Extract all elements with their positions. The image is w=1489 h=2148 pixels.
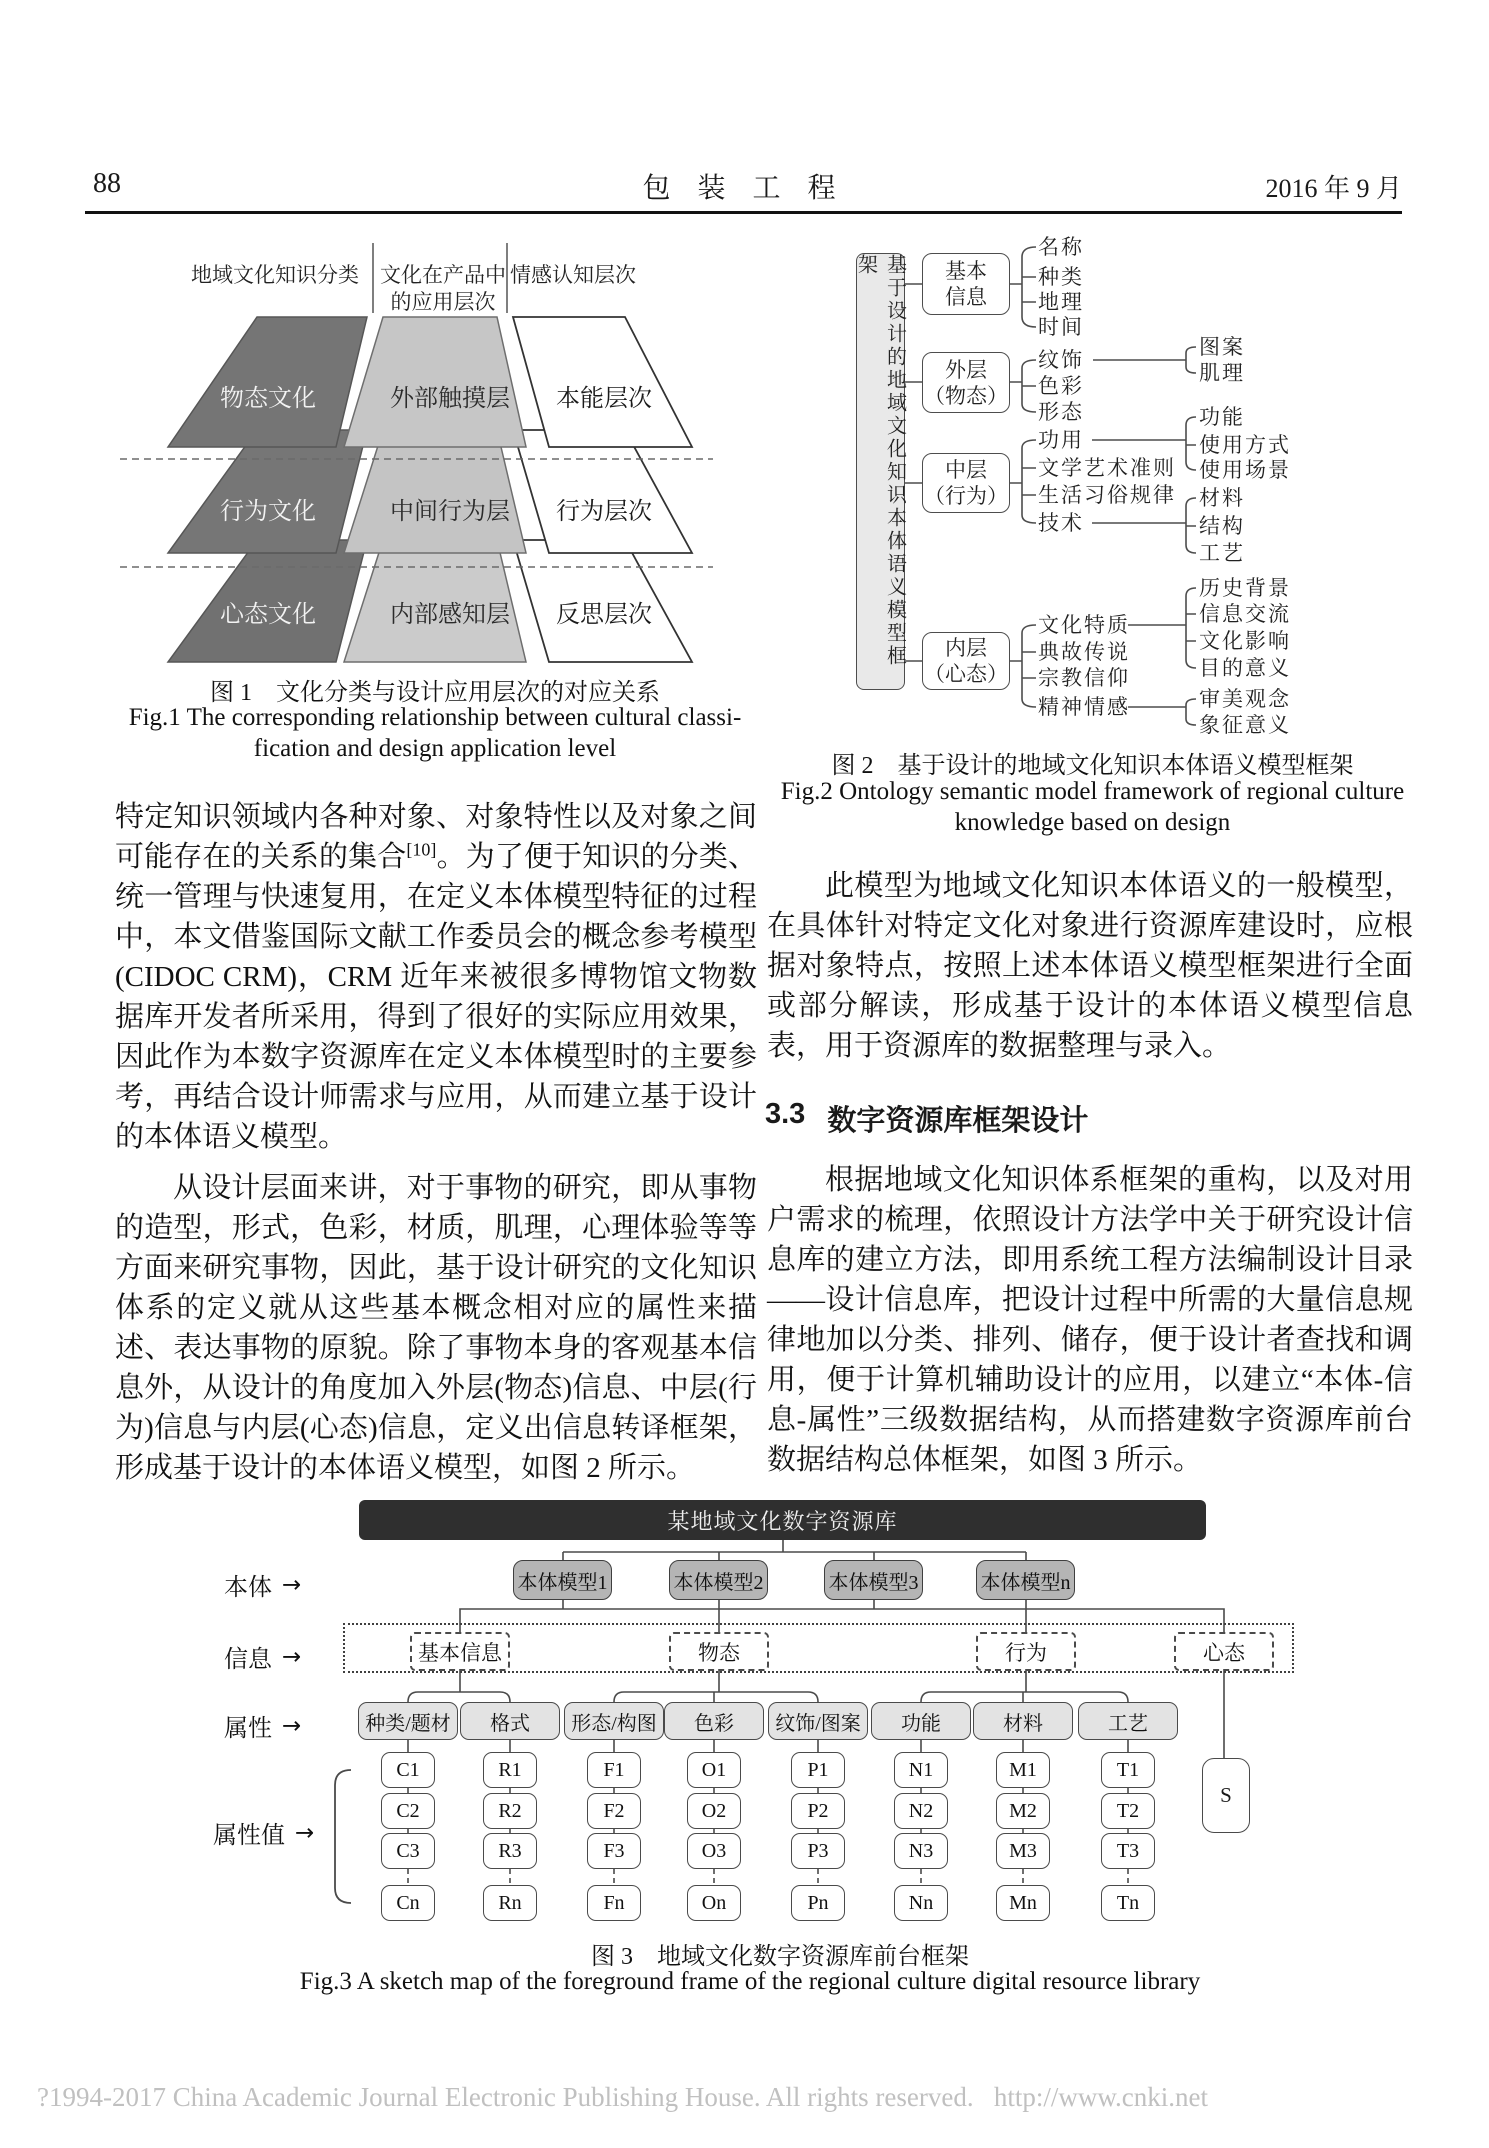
fig2-l2-label: 文学艺术准则 — [1038, 456, 1176, 480]
row-label-text: 属性 — [224, 1716, 272, 1742]
fig3-value-box: N2 — [894, 1793, 948, 1829]
fig3-s-box: S — [1202, 1758, 1250, 1833]
fig3-caption-zh: 图 3 地域文化数字资源库前台框架 — [591, 1944, 969, 1970]
paragraph: 此模型为地域文化知识本体语义的一般模型，在具体针对特定文化对象进行资源库建设时，应根据对象特点，按照上述本体语义模型框架进行全面或部分解读，形成基于设计的本体语义模型信息表，用于资源库的数据整理与录入。 — [767, 870, 1413, 1062]
fig3-row-label-attr — [224, 1708, 301, 1743]
fig3-value-box: C1 — [381, 1752, 435, 1788]
fig2-l1-box — [922, 253, 1010, 315]
fig3-value-box: R2 — [483, 1793, 537, 1829]
right-arrow-icon: → — [282, 1643, 302, 1670]
fig2-caption-en2: knowledge based on design — [954, 809, 1231, 836]
fig2-l3-label: 材料 — [1199, 486, 1245, 510]
row-label-text: 属性值 — [213, 1823, 285, 1849]
fig1-caption-en1: Fig.1 The corresponding relationship between cultural classi- — [128, 704, 742, 731]
fig2-l3-label: 象征意义 — [1199, 713, 1291, 737]
issue-date: 2016 年 9 月 — [1265, 174, 1402, 203]
fig3-row-label-info — [224, 1639, 301, 1674]
fig2-l1-line: （行为） — [924, 484, 1008, 508]
fig3-value-box: M2 — [996, 1793, 1050, 1829]
fig2-l2-label: 技术 — [1038, 511, 1084, 535]
fig3-attr-box: 功能 — [871, 1702, 971, 1740]
fig3-attr-box: 种类/题材 — [358, 1702, 458, 1740]
reference-marker: [10] — [406, 839, 437, 860]
section-title: 数字资源库框架设计 — [827, 1105, 1089, 1137]
fig2-l2-label: 色彩 — [1038, 374, 1084, 398]
fig3-value-box: T2 — [1101, 1793, 1155, 1829]
paragraph-text: 。为了便于知识的分类、统一管理与快速复用，在定义本体模型特征的过程中，本文借鉴国际文献工作委员会的概念参考模型(CIDOC CRM)，CRM 近年来被很多博物馆文物数据库开发者所采用，得到了很好的实际应用效果，因此作为本数字资源库在定义本体模型时的主要参考，再结合设计师需求与应用，从而建立基于设计的本体语义模型。 — [115, 841, 757, 1153]
figure-2 — [840, 235, 1415, 745]
fig2-l1-line: 内层 — [945, 636, 987, 660]
fig2-l3-label: 肌理 — [1199, 361, 1245, 385]
fig2-l1-line: （心态） — [924, 662, 1008, 686]
fig2-l2-label: 文化特质 — [1038, 613, 1130, 637]
right-arrow-icon: → — [282, 1712, 302, 1739]
fig2-l2-label: 纹饰 — [1038, 348, 1084, 372]
fig3-model-box: 本体模型n — [976, 1560, 1075, 1600]
fig2-l1-box — [922, 352, 1010, 413]
fig3-caption-en: Fig.3 A sketch map of the foreground frame of the regional culture digital resource library — [299, 1968, 1201, 1995]
row-label-text: 信息 — [224, 1647, 272, 1673]
fig3-model-box: 本体模型2 — [669, 1560, 768, 1600]
fig2-l1-box — [922, 632, 1010, 690]
fig3-attr-box: 纹饰/图案 — [768, 1702, 868, 1740]
fig3-value-box: O3 — [687, 1833, 741, 1869]
paragraph-text: 特定知识领域内各种对象、对象特性以及对象之间可能存在的关系的集合 — [115, 801, 757, 873]
fig3-value-box: Rn — [483, 1885, 537, 1921]
fig2-l3-label: 审美观念 — [1199, 687, 1291, 711]
fig3-attr-box: 工艺 — [1078, 1702, 1178, 1740]
paragraph: 根据地域文化知识体系框架的重构，以及对用户需求的梳理，依照设计方法学中关于研究设计信息库的建立方法，即用系统工程方法编制设计目录——设计信息库，把设计过程中所需的大量信息规律地加以分类、排列、储存，便于设计者查找和调用，便于计算机辅助设计的应用，以建立“本体-信息-属性”三级数据结构，从而搭建数字资源库前台数据结构总体框架，如图 3 所示。 — [767, 1164, 1413, 1476]
fig3-attr-box: 材料 — [973, 1702, 1073, 1740]
fig3-value-box: Pn — [791, 1885, 845, 1921]
fig2-l1-line: 信息 — [945, 285, 987, 309]
fig2-l1-line: 中层 — [945, 458, 987, 482]
fig3-model-box: 本体模型1 — [513, 1560, 612, 1600]
fig3-value-box: O1 — [687, 1752, 741, 1788]
row-label-text: 本体 — [224, 1575, 272, 1601]
fig1-cell: 外部触摸层 — [390, 386, 510, 412]
fig3-value-box: C3 — [381, 1833, 435, 1869]
right-arrow-icon: → — [282, 1571, 302, 1598]
figure-3 — [185, 1497, 1410, 1932]
fig2-l2-label: 名称 — [1038, 235, 1084, 259]
fig3-value-box: Mn — [996, 1885, 1050, 1921]
right-arrow-icon: → — [295, 1819, 315, 1846]
fig3-value-box: T3 — [1101, 1833, 1155, 1869]
fig3-title-bar: 某地域文化数字资源库 — [359, 1500, 1206, 1540]
header-rule — [85, 211, 1402, 214]
fig3-value-box: M1 — [996, 1752, 1050, 1788]
fig2-l1-line: 外层 — [945, 357, 987, 382]
fig1-cell: 反思层次 — [556, 602, 652, 628]
paragraph: 从设计层面来讲，对于事物的研究，即从事物的造型，形式，色彩，材质，肌理，心理体验等等方面来研究事物，因此，基于设计研究的文化知识体系的定义就从这些基本概念相对应的属性来描述、表达事物的原貌。除了事物本身的客观基本信息外，从设计的角度加入外层(物态)信息、中层(行为)信息与内层(心态)信息，定义出信息转译框架，形成基于设计的本体语义模型，如图 2 所示。 — [115, 1172, 757, 1484]
fig3-row-label-ontology — [224, 1567, 301, 1602]
fig1-caption-zh: 图 1 文化分类与设计应用层次的对应关系 — [210, 680, 660, 706]
fig1-col-header-2a: 文化在产品中 — [380, 263, 506, 287]
fig1-cell: 物态文化 — [220, 386, 316, 412]
fig2-l2-label: 精神情感 — [1038, 695, 1130, 719]
fig1-col-header-3: 情感认知层次 — [510, 263, 636, 287]
fig2-caption-zh: 图 2 基于设计的地域文化知识本体语义模型框架 — [831, 753, 1354, 779]
fig2-l3-label: 历史背景 — [1199, 576, 1291, 600]
fig3-value-box: F3 — [587, 1833, 641, 1869]
fig2-l3-label: 工艺 — [1199, 541, 1245, 565]
fig2-l3-label: 图案 — [1199, 335, 1245, 359]
fig2-l2-label: 典故传说 — [1038, 640, 1130, 664]
fig2-l3-label: 使用方式 — [1199, 433, 1291, 457]
fig3-attr-box: 形态/构图 — [564, 1702, 664, 1740]
paragraph — [115, 797, 757, 1157]
journal-title: 包 装 工 程 — [642, 173, 846, 204]
copyright-watermark: ?1994-2017 China Academic Journal Electronic Publishing House. All rights reserved. http://www.cnki.net — [37, 2082, 1209, 2112]
fig3-value-box: N1 — [894, 1752, 948, 1788]
fig2-l1-line: （物态） — [924, 383, 1008, 408]
fig2-root-box: 基于设计的地域文化知识本体语义模型框架 — [856, 253, 905, 690]
section-number: 3.3 — [765, 1098, 806, 1130]
fig1-cell: 行为文化 — [220, 499, 316, 525]
fig2-l3-label: 目的意义 — [1199, 656, 1291, 680]
fig2-caption-en1: Fig.2 Ontology semantic model framework of regional culture — [780, 778, 1405, 805]
fig1-cell: 本能层次 — [556, 386, 652, 412]
fig1-cell: 心态文化 — [220, 602, 316, 628]
fig2-l2-label: 宗教信仰 — [1038, 666, 1130, 690]
fig3-value-box: R1 — [483, 1752, 537, 1788]
fig3-value-box: P1 — [791, 1752, 845, 1788]
fig1-caption-en2: fication and design application level — [253, 735, 617, 762]
fig2-l3-label: 结构 — [1199, 514, 1245, 538]
fig3-value-box: F2 — [587, 1793, 641, 1829]
fig3-info-box: 行为 — [976, 1632, 1076, 1671]
fig3-value-box: On — [687, 1885, 741, 1921]
fig2-l3-label: 文化影响 — [1199, 629, 1291, 653]
fig1-col-header-1: 地域文化知识分类 — [191, 263, 359, 287]
fig1-cell: 内部感知层 — [390, 602, 510, 628]
fig3-value-box: Nn — [894, 1885, 948, 1921]
fig1-cell: 行为层次 — [556, 499, 652, 525]
fig2-l2-label: 时间 — [1038, 315, 1084, 339]
fig3-row-label-attrvalue — [213, 1815, 314, 1850]
fig3-value-box: O2 — [687, 1793, 741, 1829]
fig2-l3-label: 信息交流 — [1199, 602, 1291, 626]
fig2-l3-label: 使用场景 — [1199, 458, 1291, 482]
figure-1 — [113, 235, 743, 675]
fig3-value-box: P2 — [791, 1793, 845, 1829]
fig3-attr-box: 色彩 — [664, 1702, 764, 1740]
fig3-value-box: M3 — [996, 1833, 1050, 1869]
fig1-cell: 中间行为层 — [390, 499, 510, 525]
fig2-l2-label: 生活习俗规律 — [1038, 483, 1176, 507]
page-number: 88 — [93, 168, 121, 199]
fig3-value-box: P3 — [791, 1833, 845, 1869]
fig3-value-box: R3 — [483, 1833, 537, 1869]
fig3-value-box: Fn — [587, 1885, 641, 1921]
fig3-info-box: 基本信息 — [410, 1632, 510, 1671]
fig3-value-box: T1 — [1101, 1752, 1155, 1788]
fig3-value-box: F1 — [587, 1752, 641, 1788]
fig2-l2-label: 功用 — [1038, 428, 1084, 452]
fig2-l3-label: 功能 — [1199, 405, 1245, 429]
fig3-value-box: Tn — [1101, 1885, 1155, 1921]
fig2-l1-line: 基本 — [945, 259, 987, 283]
fig3-value-box: N3 — [894, 1833, 948, 1869]
fig3-info-box: 物态 — [669, 1632, 769, 1671]
fig2-l2-label: 种类 — [1038, 265, 1084, 289]
fig3-info-box: 心态 — [1174, 1632, 1274, 1671]
section-heading — [765, 1098, 1088, 1139]
fig3-value-box: Cn — [381, 1885, 435, 1921]
fig2-l1-box — [922, 453, 1010, 513]
fig3-model-box: 本体模型3 — [824, 1560, 923, 1600]
fig2-l2-label: 地理 — [1038, 290, 1084, 314]
fig3-attr-box: 格式 — [460, 1702, 560, 1740]
fig1-col-header-2b: 的应用层次 — [390, 290, 496, 314]
fig2-l2-label: 形态 — [1038, 400, 1084, 424]
fig3-value-box: C2 — [381, 1793, 435, 1829]
